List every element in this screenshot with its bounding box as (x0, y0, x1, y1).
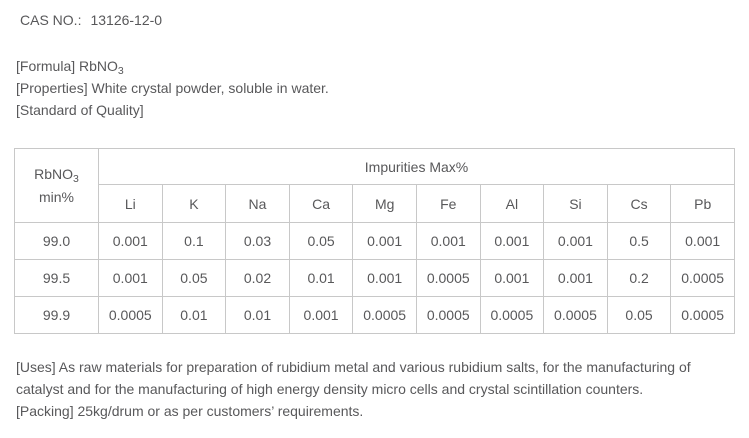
quality-standard-table (14, 148, 735, 334)
product-spec-document (0, 12, 749, 438)
impurity-value-cell: 0.05 (162, 260, 226, 297)
element-col-header-li: Li (99, 185, 163, 223)
element-col-header-fe: Fe (416, 185, 480, 223)
impurity-value-cell: 0.01 (162, 297, 226, 334)
impurity-value-cell: 0.001 (544, 260, 608, 297)
impurity-value-cell: 0.01 (289, 260, 353, 297)
cas-label: CAS NO.: (20, 12, 82, 28)
purity-header-min-label: min% (38, 188, 74, 205)
uses-line-1: [Uses] As raw materials for preparation of rubidium metal and various rubidium salts, for the manufacturing of (16, 359, 691, 375)
element-col-header-ca: Ca (289, 185, 353, 223)
purity-column-header (15, 149, 99, 223)
element-col-header-si: Si (544, 185, 608, 223)
purity-cell: 99.5 (15, 260, 99, 297)
impurity-value-cell: 0.001 (353, 223, 417, 260)
impurity-value-cell: 0.0005 (353, 297, 417, 334)
impurity-value-cell: 0.0005 (480, 297, 544, 334)
impurity-value-cell: 0.2 (607, 260, 671, 297)
impurity-value-cell: 0.0005 (416, 297, 480, 334)
element-col-header-na: Na (226, 185, 290, 223)
table-row-purity-99-9 (15, 297, 735, 334)
impurity-value-cell: 0.0005 (99, 297, 163, 334)
impurity-value-cell: 0.01 (226, 297, 290, 334)
impurity-value-cell: 0.001 (99, 260, 163, 297)
formula-subscript: 3 (117, 65, 124, 77)
product-info-section (16, 55, 749, 121)
properties-line: [Properties] White crystal powder, soluble in water. (16, 80, 329, 96)
impurity-value-cell: 0.0005 (671, 260, 735, 297)
purity-cell: 99.9 (15, 297, 99, 334)
cas-number-line (20, 12, 749, 28)
formula-text: [Formula] RbNO (16, 58, 118, 74)
cas-value: 13126-12-0 (90, 12, 163, 28)
impurity-value-cell: 0.001 (480, 223, 544, 260)
impurity-value-cell: 0.001 (289, 297, 353, 334)
purity-header-formula: RbNO$_3$ (34, 165, 79, 185)
impurity-value-cell: 0.5 (607, 223, 671, 260)
impurity-value-cell: 0.02 (226, 260, 290, 297)
packing-line: [Packing] 25kg/drum or as per customers’ requirements. (16, 403, 364, 419)
impurity-value-cell: 0.05 (607, 297, 671, 334)
uses-packing-section (16, 356, 749, 422)
formula-line (16, 55, 749, 77)
table-row-purity-99-0 (15, 223, 735, 260)
element-col-header-al: Al (480, 185, 544, 223)
impurity-value-cell: 0.03 (226, 223, 290, 260)
table-row-purity-99-5 (15, 260, 735, 297)
impurity-value-cell: 0.1 (162, 223, 226, 260)
impurity-value-cell: 0.0005 (671, 297, 735, 334)
element-col-header-k: K (162, 185, 226, 223)
impurity-value-cell: 0.001 (480, 260, 544, 297)
purity-cell: 99.0 (15, 223, 99, 260)
element-col-header-pb: Pb (671, 185, 735, 223)
impurity-value-cell: 0.0005 (544, 297, 608, 334)
uses-line-2: catalyst and for the manufacturing of high energy density micro cells and crystal scintillation counters. (16, 381, 644, 397)
element-col-header-mg: Mg (353, 185, 417, 223)
impurity-value-cell: 0.001 (544, 223, 608, 260)
impurity-value-cell: 0.001 (99, 223, 163, 260)
impurity-value-cell: 0.0005 (416, 260, 480, 297)
standard-of-quality-line: [Standard of Quality] (16, 102, 144, 118)
impurities-header: Impurities Max% (99, 149, 735, 185)
impurity-value-cell: 0.001 (416, 223, 480, 260)
element-col-header-cs: Cs (607, 185, 671, 223)
impurity-value-cell: 0.05 (289, 223, 353, 260)
purity-header-subscript: 3 (73, 172, 79, 185)
impurity-value-cell: 0.001 (671, 223, 735, 260)
impurity-value-cell: 0.001 (353, 260, 417, 297)
